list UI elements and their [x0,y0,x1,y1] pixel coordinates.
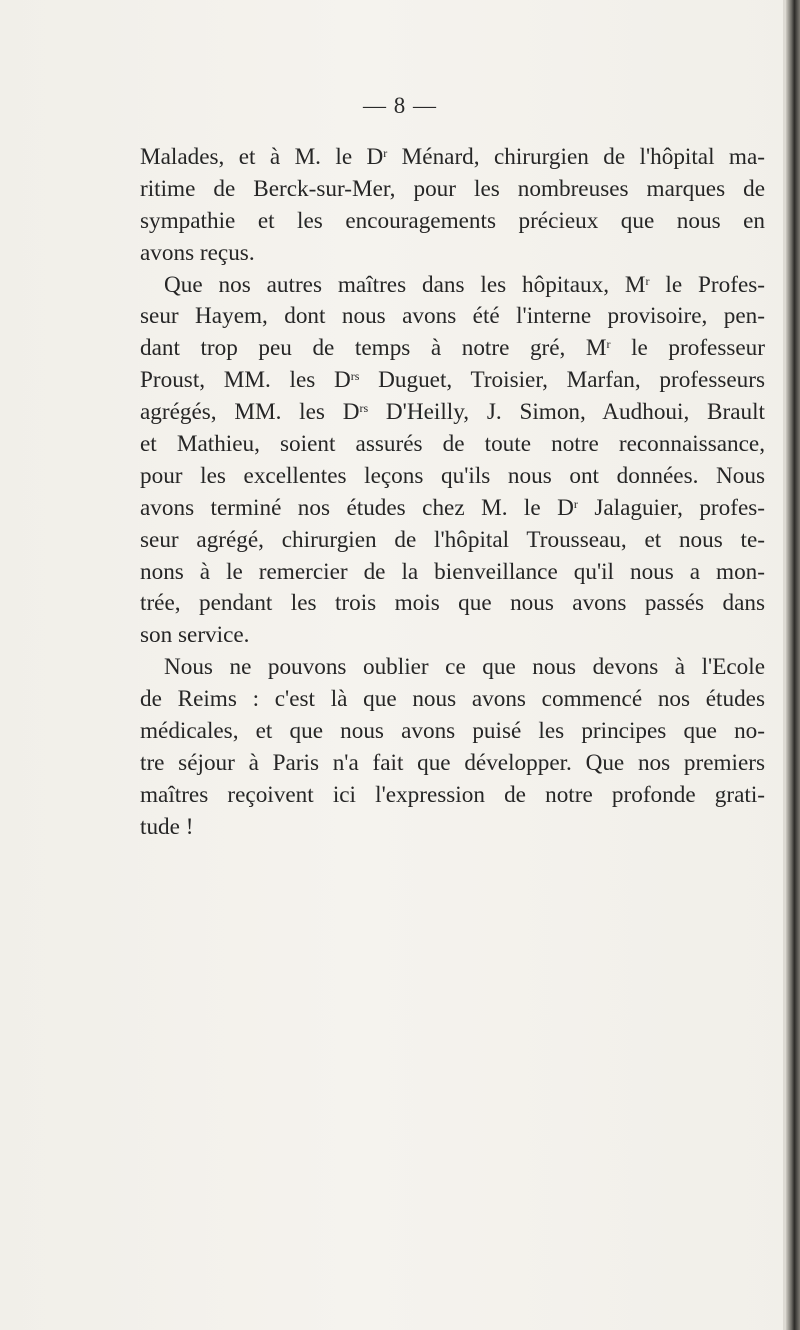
line-segment: son service. [140,622,250,649]
text-line [140,206,765,238]
text-line [140,493,765,525]
body-text [140,142,765,844]
text-line [140,557,765,589]
line-segment: D'Heilly, J. Simon, Audhoui, Brault [368,399,765,426]
superscript: rs [359,401,369,416]
line-segment: tre séjour à Paris n'a fait que développer. Que nos premiers [140,749,765,776]
text-line [140,525,765,557]
line-segment: agrégés, MM. les D [140,399,360,426]
line-segment: pour les excellentes leçons qu'ils nous ont données. Nous [140,462,765,489]
text-line [140,461,765,493]
line-segment: Proust, MM. les D [140,367,351,394]
line-segment: médicales, et que nous avons puisé les principes que no- [140,718,765,745]
text-line [140,588,765,620]
line-segment: dant trop peu de temps à notre gré, M [140,335,607,362]
text-line [140,397,765,429]
line-segment: avons reçus. [140,239,255,266]
text-line [140,365,765,397]
line-segment: Duguet, Troisier, Marfan, professeurs [359,367,765,394]
line-segment: Ménard, chirurgien de l'hôpital ma- [387,144,765,170]
text-line [140,429,765,461]
line-segment: tude ! [140,813,194,840]
line-segment: trée, pendant les trois mois que nous avons passés dans [140,590,765,617]
paragraph [140,652,765,843]
text-line [140,620,765,652]
line-segment: de Reims : c'est là que nous avons commencé nos études [140,686,765,713]
text-line [140,174,765,206]
text-line [140,716,765,748]
line-segment: le Profes- [649,271,765,298]
superscript: r [645,273,650,288]
text-line [140,142,765,174]
line-segment: seur agrégé, chirurgien de l'hôpital Trousseau, et nous te- [140,526,765,553]
page-number: — 8 — [363,93,437,118]
line-segment: ritime de Berck-sur-Mer, pour les nombreuses marques de [140,175,765,202]
paragraph [140,270,765,653]
page-edge-shadow [786,0,800,1330]
text-line [140,301,765,333]
text-line [140,684,765,716]
line-segment: et Mathieu, soient assurés de toute notre reconnaissance, [140,431,765,458]
line-segment: avons terminé nos études chez M. le D [140,494,574,521]
line-segment: maîtres reçoivent ici l'expression de notre profonde grati- [140,781,765,808]
text-line [140,812,765,844]
superscript: r [606,337,611,352]
paragraph [140,142,765,270]
text-line [140,270,765,302]
line-segment: le professeur [610,335,765,362]
text-line [140,238,765,270]
line-segment: nons à le remercier de la bienveillance qu'il nous a mon- [140,558,765,585]
text-line [140,652,765,684]
line-segment: sympathie et les encouragements précieux que nous en [140,207,765,234]
text-line [140,333,765,365]
line-segment: Nous ne pouvons oublier ce que nous devons à l'Ecole [164,654,765,681]
line-segment: Que nos autres maîtres dans les hôpitaux, M [164,271,646,298]
line-segment: Malades, et à M. le D [140,144,384,170]
superscript: r [383,146,388,160]
text-line [140,748,765,780]
line-segment: seur Hayem, dont nous avons été l'interne provisoire, pen- [140,303,765,330]
superscript: r [573,496,578,511]
superscript: rs [350,369,360,384]
line-segment: Jalaguier, profes- [577,494,765,521]
text-line [140,780,765,812]
